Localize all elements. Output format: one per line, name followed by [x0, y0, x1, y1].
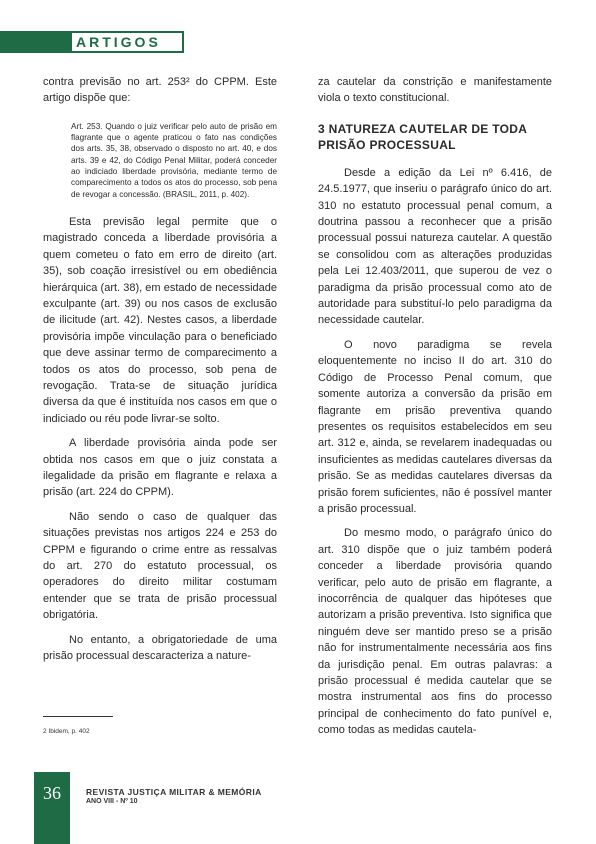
paragraph: Do mesmo modo, o parágrafo único do art. 310 dispõe que o juiz também poderá conceder a liberdade provisória quando verificar, pelo auto de prisão em flagrante, a inocorrência de qualquer das hipóteses que autorizam a prisão preventiva. Isto significa que ninguém deve ser mantido preso se a prisão não for instrumentalmente necessária aos fins da jurisdição penal. Em outras palavras: a prisão processual é medida cautelar que se mostra instrumental aos fins do processo principal de conhecimento do fato punível e, como todas as medidas cautela-: [318, 527, 552, 737]
left-column: [43, 74, 277, 672]
footnote-divider: [43, 716, 113, 717]
paragraph: O novo paradigma se revela eloquentemente no inciso II do art. 310 do Código de Processo Penal comum, que somente autoriza a conversão da prisão em flagrante em prisão preventiva quando presentes os requisitos estabelecidos em seu art. 312 e, ainda, se revelarem inadequadas ou insuficientes as medidas cautelares diversas da prisão. Se as medidas cautelares diversas da prisão forem suficientes, não é possível manter a prisão processual.: [318, 338, 552, 515]
paragraph: Esta previsão legal permite que o magistrado conceda a liberdade provisória a quem cometeu o fato em erro de direito (art. 35), sob coação irresistível ou em obediência hierárquica (art. 38), em estado de necessidade exculpante (art. 39) ou nos casos de exclusão de ilicitude (art. 42). Nestes casos, a liberdade provisória impõe vinculação para o beneficiado que deve assinar termo de comparecimento a todos os atos do processo, sob pena de revogação. Trata-se de situação jurídica diversa da que é instituída nos casos em que o indiciado ou réu pode livrar-se solto.: [43, 215, 277, 425]
paragraph: Não sendo o caso de qualquer das situações previstas nos artigos 224 e 253 do CPPM e figurando o crime entre as ressalvas do art. 270 do estatuto processual, os operadores do direito militar costumam entender que se trata de prisão processual obrigatória.: [43, 510, 277, 622]
paragraph-continued: za cautelar da constrição e manifestamente viola o texto constitucional.: [318, 76, 552, 105]
issue-label: ANO VIII - Nº 10: [86, 798, 138, 805]
paragraph: No entanto, a obrigatoriedade de uma prisão processual descaracteriza a nature-: [43, 633, 277, 663]
page-number: 36: [43, 783, 61, 803]
header-accent-bar: [0, 31, 72, 53]
section-header: ARTIGOS: [76, 34, 161, 50]
legal-quote: Art. 253. Quando o juiz verificar pelo auto de prisão em flagrante que o agente praticou o fato nas condições dos arts. 35, 38, observado o disposto no art. 40, e dos arts. 39 e 42, do Código Penal Militar, poderá conceder ao indiciado liberdade provisória, mediante termo de comparecimento a todos os atos do processo, sob pena de revogar a concessão. (BRASIL, 2011, p. 402).: [71, 121, 277, 199]
journal-title: REVISTA JUSTIÇA MILITAR & MEMÓRIA: [86, 787, 262, 797]
paragraph: A liberdade provisória ainda pode ser obtida nos casos em que o juiz constata a ilegalidade da prisão em flagrante e relaxa a prisão (art. 224 do CPPM).: [43, 437, 277, 499]
footnote: 2 Ibidem, p. 402: [43, 728, 90, 735]
paragraph: Desde a edição da Lei nº 6.416, de 24.5.1977, que inseriu o parágrafo único do art. 310 no estatuto processual penal comum, a doutrina passou a reconhecer que a prisão processual possui natureza cautelar. A questão se consolidou com as alterações produzidas pela Lei 12.403/2011, que superou de vez o paradigma da prisão processual como ato de autoridade para substituí-lo pelo paradigma da necessidade cautelar.: [318, 166, 552, 327]
paragraph-intro: contra previsão no art. 253² do CPPM. Este artigo dispõe que:: [43, 76, 277, 105]
section-title: 3 NATUREZA CAUTELAR DE TODA PRISÃO PROCESSUAL: [318, 121, 527, 152]
right-column: [318, 74, 552, 747]
